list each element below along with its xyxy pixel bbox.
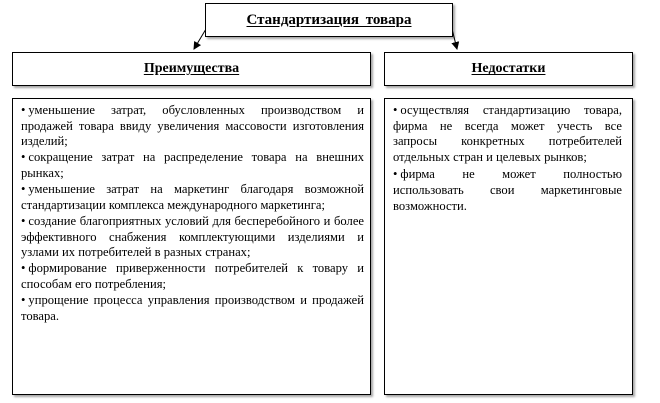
- diagram-title-box: [205, 3, 453, 37]
- advantage-item-text: создание благоприятных условий для бесперебойного и более эффективного снабжения комплектующими изделиями и узлами их потребителей в разных странах;: [21, 213, 364, 260]
- advantages-header-box: [12, 52, 371, 86]
- bullet-icon: •: [393, 103, 398, 117]
- disadvantage-item-text: осуществляя стандартизацию товара, фирма не всегда может учесть все запросы конкретных потребителей отдельных стран и целевых рынков;: [393, 103, 622, 164]
- diagram-title: Стандартизация товара: [246, 11, 412, 28]
- bullet-icon: •: [21, 182, 26, 197]
- disadvantages-header: Недостатки: [471, 61, 546, 76]
- advantages-header: Преимущества: [143, 61, 240, 76]
- advantage-item-text: уменьшение затрат на маркетинг благодаря возможной стандартизации комплекса международного маркетинга;: [21, 182, 364, 212]
- advantage-item: [21, 261, 364, 292]
- bullet-icon: •: [21, 293, 26, 308]
- advantage-item: [21, 150, 364, 181]
- bullet-icon: •: [21, 103, 26, 117]
- bullet-icon: •: [21, 150, 26, 165]
- bullet-icon: •: [21, 261, 26, 276]
- advantage-item-text: формирование приверженности потребителей к товару и способам его потребления;: [21, 261, 364, 291]
- disadvantage-item-text: фирма не может полностью использовать свои маркетинговые возможности.: [393, 167, 622, 213]
- bullet-icon: •: [393, 167, 398, 182]
- advantage-item: [21, 103, 364, 150]
- advantage-item: [21, 182, 364, 213]
- disadvantages-header-box: [384, 52, 633, 86]
- disadvantages-list: [384, 98, 633, 395]
- disadvantage-item: [393, 103, 622, 165]
- advantage-item-text: упрощение процесса управления производством и продажей товара.: [21, 293, 364, 323]
- advantage-item: [21, 293, 364, 324]
- advantage-item-text: уменьшение затрат, обусловленных производством и продажей товара ввиду увеличения массовости изготовления изделий;: [21, 103, 364, 149]
- advantage-item: [21, 214, 364, 261]
- advantage-item-text: сокращение затрат на распределение товара на внешних рынках;: [21, 150, 364, 180]
- advantages-list: [12, 98, 371, 395]
- disadvantage-item: [393, 167, 622, 214]
- bullet-icon: •: [21, 213, 26, 228]
